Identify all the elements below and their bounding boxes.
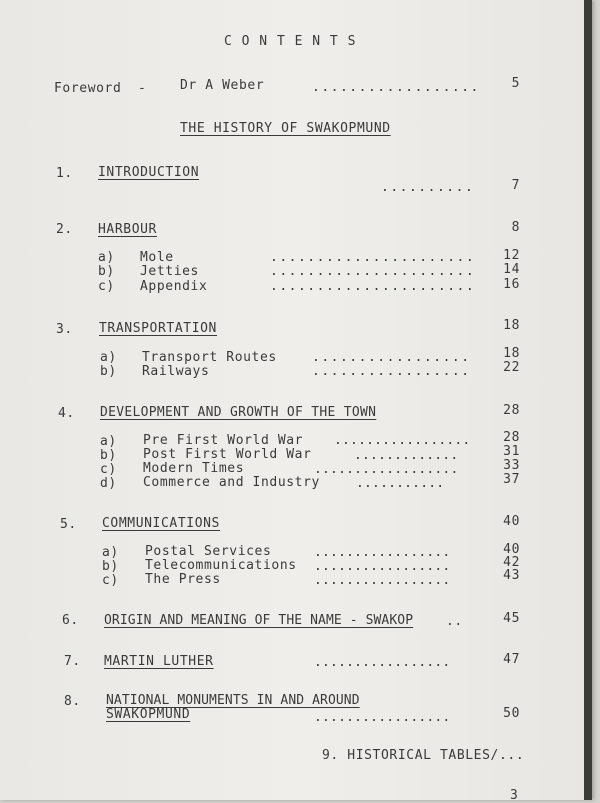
section-dots: .......... [381, 180, 475, 195]
section-title: ORIGIN AND MEANING OF THE NAME - SWAKOP [104, 613, 414, 628]
item-dots: ...................... [270, 250, 476, 265]
section-page: 18 [503, 318, 520, 333]
page-number: 3 [510, 788, 519, 803]
section-number: 6. [62, 613, 79, 628]
section-title: HARBOUR [98, 222, 157, 237]
section-page: 40 [503, 514, 520, 529]
section-number: 8. [64, 694, 81, 709]
item-label: Telecommunications [145, 558, 297, 573]
item-label: Mole [140, 250, 174, 265]
item-letter: b) [100, 448, 117, 463]
item-page: 12 [503, 248, 520, 263]
history-title: THE HISTORY OF SWAKOPMUND [180, 121, 391, 136]
item-dots: ........... [356, 476, 445, 491]
continuation-note: 9. HISTORICAL TABLES/... [322, 748, 525, 763]
item-page: 31 [503, 444, 520, 459]
item-dots: ................. [314, 559, 451, 574]
section-page: 28 [503, 403, 520, 418]
section-page: 47 [503, 652, 520, 667]
section-dots: .. [446, 614, 463, 629]
section-title-line2: SWAKOPMUND [106, 707, 191, 722]
item-page: 40 [503, 542, 520, 557]
section-number: 1. [56, 166, 73, 181]
item-dots: ............. [354, 448, 459, 463]
item-dots: ...................... [270, 279, 476, 294]
item-label: Railways [142, 364, 210, 379]
item-page: 16 [503, 277, 520, 292]
item-page: 42 [503, 555, 520, 570]
section-title: INTRODUCTION [98, 165, 200, 180]
foreword-author: Dr A Weber [180, 78, 265, 93]
foreword-label: Foreword [54, 81, 122, 96]
item-label: Pre First World War [143, 433, 304, 448]
section-number: 5. [60, 517, 77, 532]
item-label: The Press [145, 572, 221, 587]
item-letter: a) [100, 434, 117, 449]
item-page: 22 [503, 360, 520, 375]
item-letter: b) [98, 264, 115, 279]
item-dots: ................. [314, 573, 451, 588]
section-title: COMMUNICATIONS [102, 516, 220, 531]
item-letter: a) [102, 545, 119, 560]
item-dots: ................. [312, 364, 471, 379]
item-page: 37 [503, 472, 520, 487]
item-letter: a) [98, 250, 115, 265]
section-title: TRANSPORTATION [99, 321, 217, 336]
contents-title: C O N T E N T S [224, 34, 357, 49]
item-letter: b) [100, 364, 117, 379]
item-page: 14 [503, 262, 520, 277]
section-title: DEVELOPMENT AND GROWTH OF THE TOWN [100, 405, 377, 420]
foreword-dots: .................. [312, 80, 480, 95]
section-page: 7 [511, 178, 520, 193]
section-number: 4. [58, 406, 75, 421]
section-title-line1: NATIONAL MONUMENTS IN AND AROUND [106, 693, 360, 708]
section-page: 50 [503, 706, 520, 721]
item-page: 43 [503, 568, 520, 583]
section-number: 2. [56, 222, 73, 237]
item-letter: c) [102, 573, 119, 588]
item-letter: c) [100, 462, 117, 477]
item-label: Postal Services [145, 544, 272, 559]
section-dots: ................. [314, 655, 451, 670]
item-label: Commerce and Industry [143, 475, 320, 490]
item-dots: .................. [314, 462, 459, 477]
section-page: 8 [511, 220, 520, 235]
item-label: Modern Times [143, 461, 245, 476]
item-label: Appendix [140, 279, 208, 294]
item-letter: b) [102, 559, 119, 574]
item-letter: c) [98, 279, 115, 294]
section-dots: ................. [314, 710, 451, 725]
item-page: 28 [503, 430, 520, 445]
foreword-page: 5 [511, 76, 520, 91]
section-title: MARTIN LUTHER [104, 654, 214, 669]
section-page: 45 [503, 611, 520, 626]
item-letter: a) [100, 350, 117, 365]
item-letter: d) [100, 476, 117, 491]
item-page: 33 [503, 458, 520, 473]
section-number: 7. [64, 654, 81, 669]
item-label: Post First World War [143, 447, 312, 462]
item-dots: ...................... [270, 264, 476, 279]
item-label: Jetties [140, 264, 199, 279]
item-dots: ................. [312, 350, 471, 365]
item-dots: ................. [334, 433, 471, 448]
section-number: 3. [56, 322, 73, 337]
item-label: Transport Routes [142, 350, 277, 365]
foreword-dash: - [138, 81, 147, 96]
binding-edge [584, 0, 592, 800]
item-dots: ................. [314, 545, 451, 560]
item-page: 18 [503, 346, 520, 361]
